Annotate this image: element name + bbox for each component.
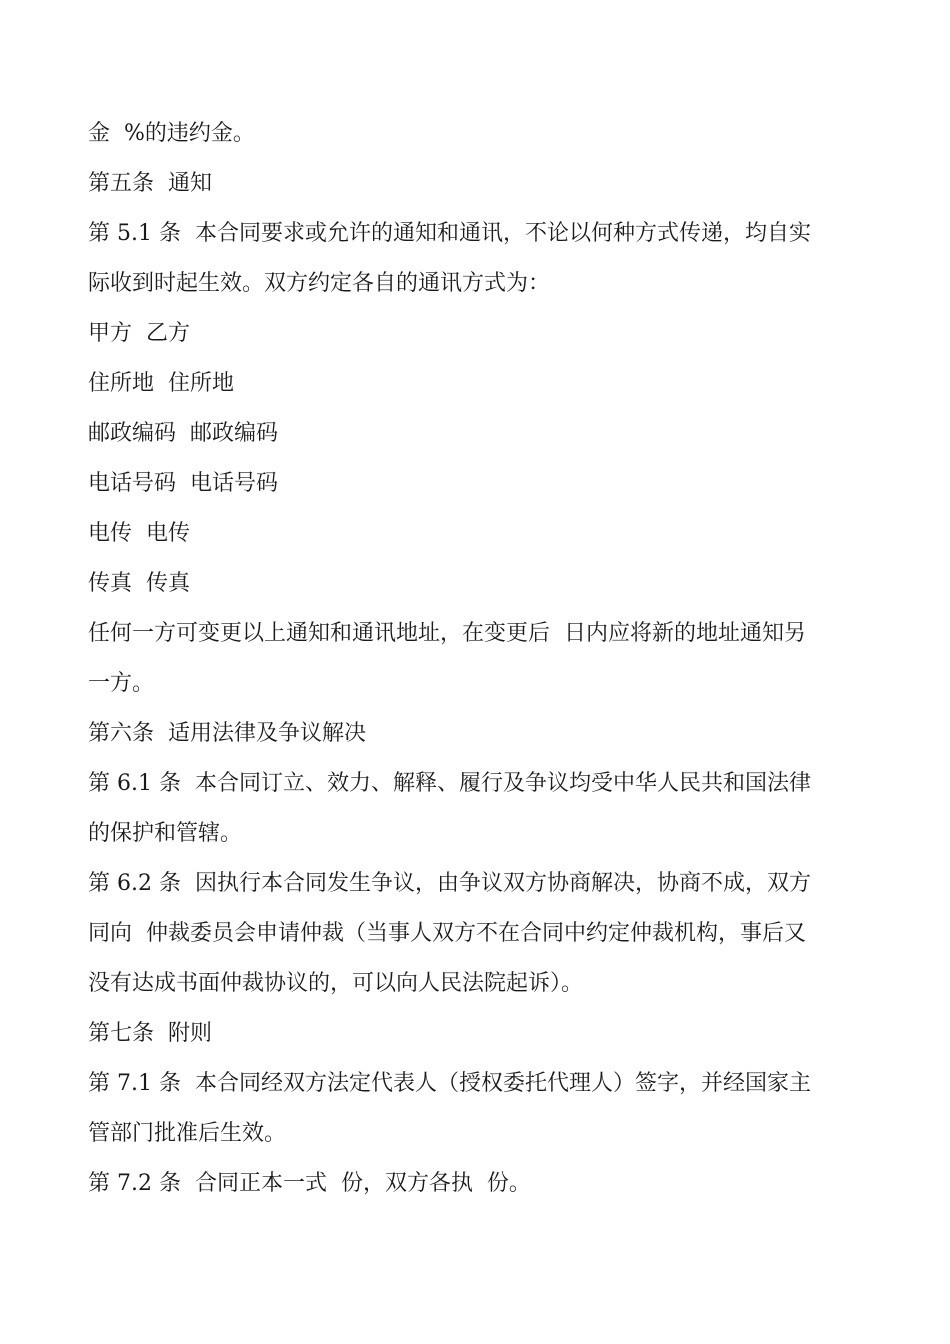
text-line: 的保护和管辖。 bbox=[88, 821, 243, 846]
text-line: 任何一方可变更以上通知和通讯地址，在变更后 日内应将新的地址通知另 bbox=[88, 621, 806, 646]
text-line: 管部门批准后生效。 bbox=[88, 1121, 287, 1146]
text-line: 第 7.1 条 本合同经双方法定代表人（授权委托代理人）签字，并经国家主 bbox=[88, 1071, 811, 1096]
section-heading: 第七条 附则 bbox=[88, 1021, 212, 1046]
text-line: 传真 传真 bbox=[88, 571, 190, 596]
section-heading: 第六条 适用法律及争议解决 bbox=[88, 721, 366, 746]
text-line: 际收到时起生效。双方约定各自的通讯方式为： bbox=[88, 271, 551, 296]
text-line: 电话号码 电话号码 bbox=[88, 471, 278, 496]
text-line: 第 6.1 条 本合同订立、效力、解释、履行及争议均受中华人民共和国法律 bbox=[88, 771, 811, 796]
text-line: 住所地 住所地 bbox=[88, 371, 234, 396]
text-line: 电传 电传 bbox=[88, 521, 190, 546]
text-line: 一方。 bbox=[88, 671, 155, 696]
text-line: 金 %的违约金。 bbox=[88, 121, 255, 146]
text-line: 邮政编码 邮政编码 bbox=[88, 421, 278, 446]
text-line: 甲方 乙方 bbox=[88, 321, 190, 346]
text-line: 第 5.1 条 本合同要求或允许的通知和通讯，不论以何种方式传递，均自实 bbox=[88, 221, 811, 246]
text-line: 第 7.2 条 合同正本一式 份，双方各执 份。 bbox=[88, 1171, 531, 1196]
text-line: 同向 仲裁委员会申请仲裁（当事人双方不在合同中约定仲裁机构，事后又 bbox=[88, 921, 806, 946]
document-page bbox=[88, 109, 868, 1209]
text-line: 没有达成书面仲裁协议的，可以向人民法院起诉）。 bbox=[88, 971, 584, 996]
text-line: 第 6.2 条 因执行本合同发生争议，由争议双方协商解决，协商不成，双方 bbox=[88, 871, 811, 896]
section-heading: 第五条 通知 bbox=[88, 171, 212, 196]
